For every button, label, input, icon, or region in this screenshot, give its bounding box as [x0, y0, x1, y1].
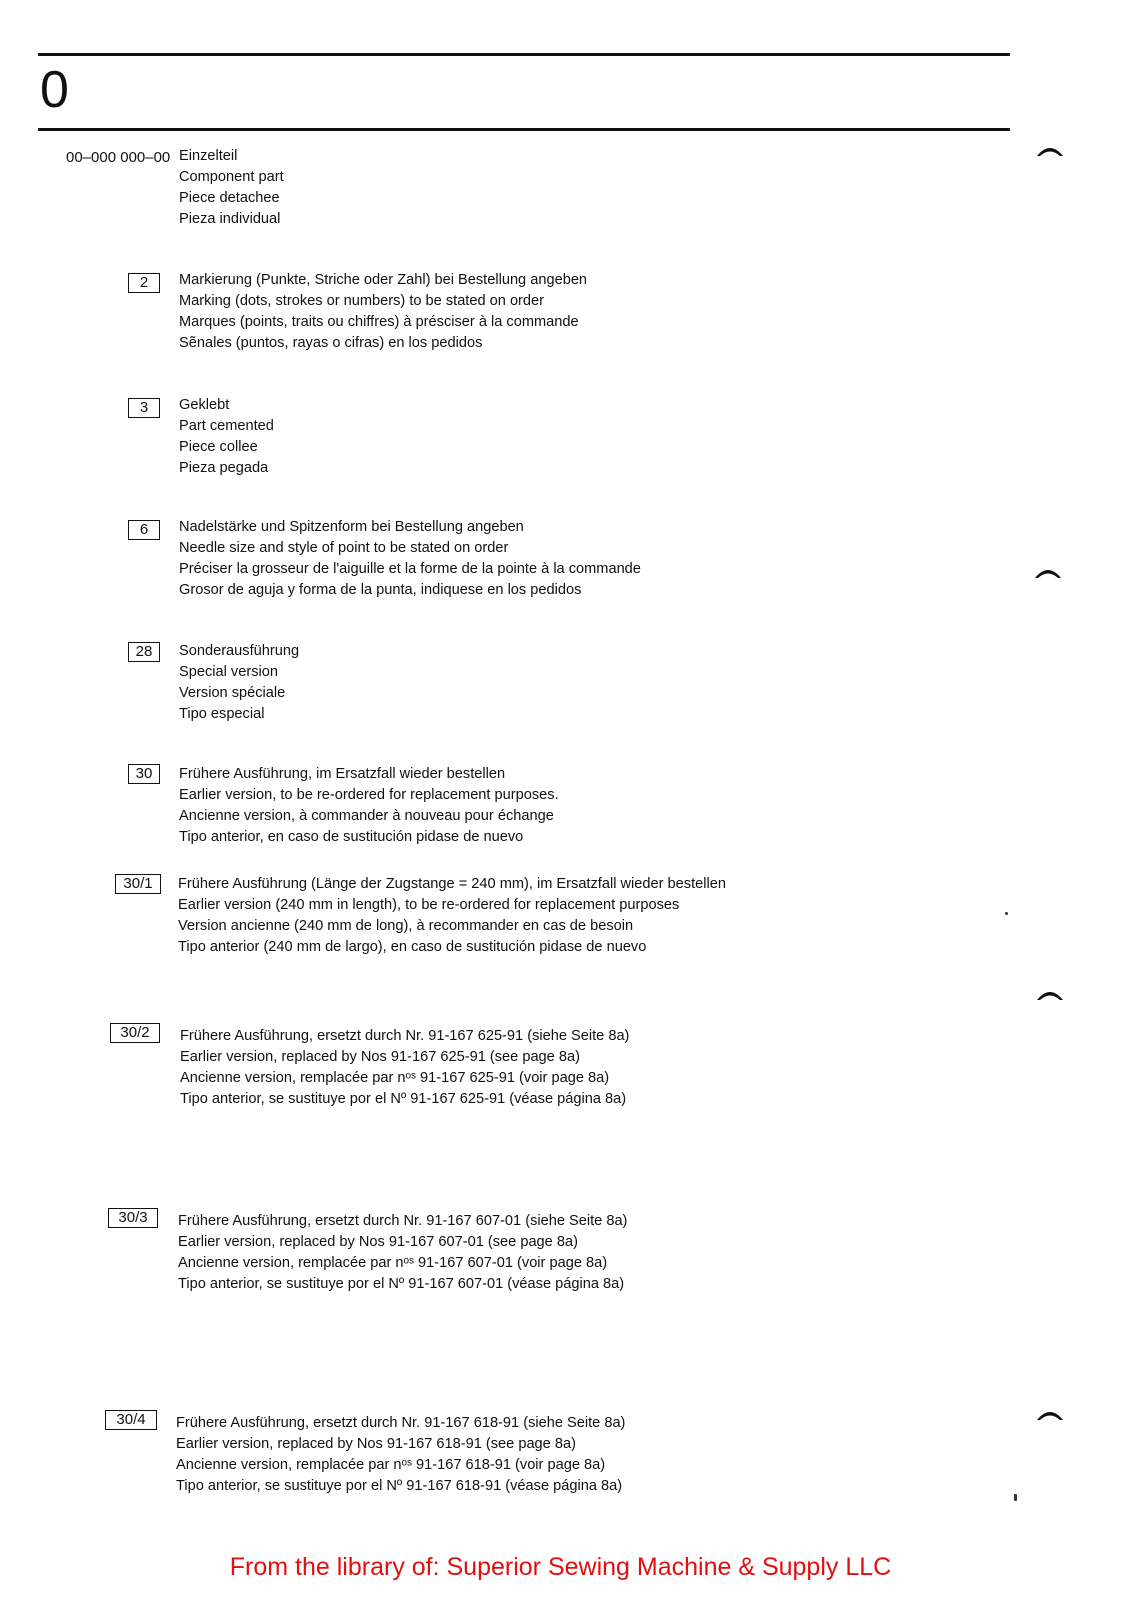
note-box-28: 28	[128, 642, 160, 662]
entry-line: Piece collee	[179, 439, 258, 455]
entry-line: Einzelteil	[179, 148, 238, 164]
entry-line: Ancienne version, remplacée par nᵒˢ 91-167 625-91 (voir page 8a)	[180, 1070, 610, 1086]
entry-line: Earlier version, to be re-ordered for replacement purposes.	[179, 787, 559, 803]
header-rule	[38, 128, 1010, 131]
entry-replaced-625-91	[180, 1026, 629, 1110]
entry-line: Earlier version, replaced by Nos 91-167 607-01 (see page 8a)	[178, 1234, 578, 1250]
entry-component-part	[179, 146, 284, 230]
entry-line: Part cemented	[179, 418, 274, 434]
top-rule	[38, 53, 1010, 56]
scan-speck	[1014, 1494, 1017, 1501]
note-box-3: 3	[128, 398, 160, 418]
entry-line: Earlier version, replaced by Nos 91-167 625-91 (see page 8a)	[180, 1049, 580, 1065]
entry-line: Tipo anterior, se sustituye por el Nº 91-167 625-91 (véase página 8a)	[180, 1091, 627, 1107]
entry-line: Sẽnales (puntos, rayas o cifras) en los pedidos	[179, 335, 483, 351]
entry-line: Marques (points, traits ou chiffres) à présciser à la commande	[179, 314, 579, 330]
binder-hole-mark	[1034, 566, 1062, 580]
entry-line: Nadelstärke und Spitzenform bei Bestellung angeben	[179, 519, 524, 535]
note-box-30-1: 30/1	[115, 874, 161, 894]
entry-line: Frühere Ausführung, ersetzt durch Nr. 91-167 625-91 (siehe Seite 8a)	[180, 1028, 630, 1044]
entry-line: Tipo anterior (240 mm de largo), en caso de sustitución pidase de nuevo	[178, 939, 647, 955]
entry-line: Version spéciale	[179, 685, 286, 701]
entry-line: Pieza individual	[179, 211, 281, 227]
note-box-30-4: 30/4	[105, 1410, 157, 1430]
entry-line: Sonderausführung	[179, 643, 300, 659]
library-footer: From the library of: Superior Sewing Machine & Supply LLC	[229, 1553, 892, 1581]
binder-hole-mark	[1036, 988, 1064, 1002]
entry-line: Ancienne version, remplacée par nᵒˢ 91-167 618-91 (voir page 8a)	[176, 1457, 606, 1473]
note-box-2: 2	[128, 273, 160, 293]
entry-line: Frühere Ausführung, ersetzt durch Nr. 91-167 618-91 (siehe Seite 8a)	[176, 1415, 626, 1431]
entry-line: Markierung (Punkte, Striche oder Zahl) bei Bestellung angeben	[179, 272, 588, 288]
binder-hole-mark	[1036, 144, 1064, 158]
entry-marking	[179, 270, 587, 354]
entry-line: Frühere Ausführung (Länge der Zugstange = 240 mm), im Ersatzfall wieder bestellen	[178, 876, 726, 892]
entry-line: Needle size and style of point to be stated on order	[179, 540, 509, 556]
entry-line: Marking (dots, strokes or numbers) to be stated on order	[179, 293, 545, 309]
note-box-30-2: 30/2	[110, 1023, 160, 1043]
scan-speck	[1005, 912, 1008, 915]
entry-earlier-version-240mm	[178, 874, 726, 958]
entry-replaced-618-91	[176, 1413, 625, 1497]
entry-line: Tipo anterior, en caso de sustitución pidase de nuevo	[179, 829, 524, 845]
entry-line: Special version	[179, 664, 278, 680]
entry-line: Geklebt	[179, 397, 230, 413]
entry-line: Version ancienne (240 mm de long), à recommander en cas de besoin	[178, 918, 634, 934]
entry-line: Frühere Ausführung, im Ersatzfall wieder bestellen	[179, 766, 506, 782]
entry-cemented	[179, 395, 274, 479]
section-title: 0	[40, 61, 69, 119]
note-box-30: 30	[128, 764, 160, 784]
entry-line: Earlier version, replaced by Nos 91-167 618-91 (see page 8a)	[176, 1436, 576, 1452]
entry-line: Préciser la grosseur de l'aiguille et la forme de la pointe à la commande	[179, 561, 641, 577]
entry-line: Ancienne version, remplacée par nᵒˢ 91-167 607-01 (voir page 8a)	[178, 1255, 608, 1271]
entry-earlier-version	[179, 764, 559, 848]
entry-line: Tipo especial	[179, 706, 265, 722]
entry-replaced-607-01	[178, 1211, 627, 1295]
entry-line: Tipo anterior, se sustituye por el Nº 91-167 618-91 (véase página 8a)	[176, 1478, 623, 1494]
entry-line: Component part	[179, 169, 284, 185]
entry-line: Earlier version (240 mm in length), to be re-ordered for replacement purposes	[178, 897, 680, 913]
entry-needle-size	[179, 517, 641, 601]
entry-line: Grosor de aguja y forma de la punta, indiquese en los pedidos	[179, 582, 582, 598]
note-box-6: 6	[128, 520, 160, 540]
binder-hole-mark	[1036, 1408, 1064, 1422]
entry-special-version	[179, 641, 299, 725]
note-box-30-3: 30/3	[108, 1208, 158, 1228]
entry-line: Pieza pegada	[179, 460, 269, 476]
entry-line: Piece detachee	[179, 190, 280, 206]
entry-line: Tipo anterior, se sustituye por el Nº 91-167 607-01 (véase página 8a)	[178, 1276, 625, 1292]
entry-line: Ancienne version, à commander à nouveau pour échange	[179, 808, 554, 824]
component-code: 00–000 000–00	[66, 149, 171, 166]
entry-line: Frühere Ausführung, ersetzt durch Nr. 91-167 607-01 (siehe Seite 8a)	[178, 1213, 628, 1229]
